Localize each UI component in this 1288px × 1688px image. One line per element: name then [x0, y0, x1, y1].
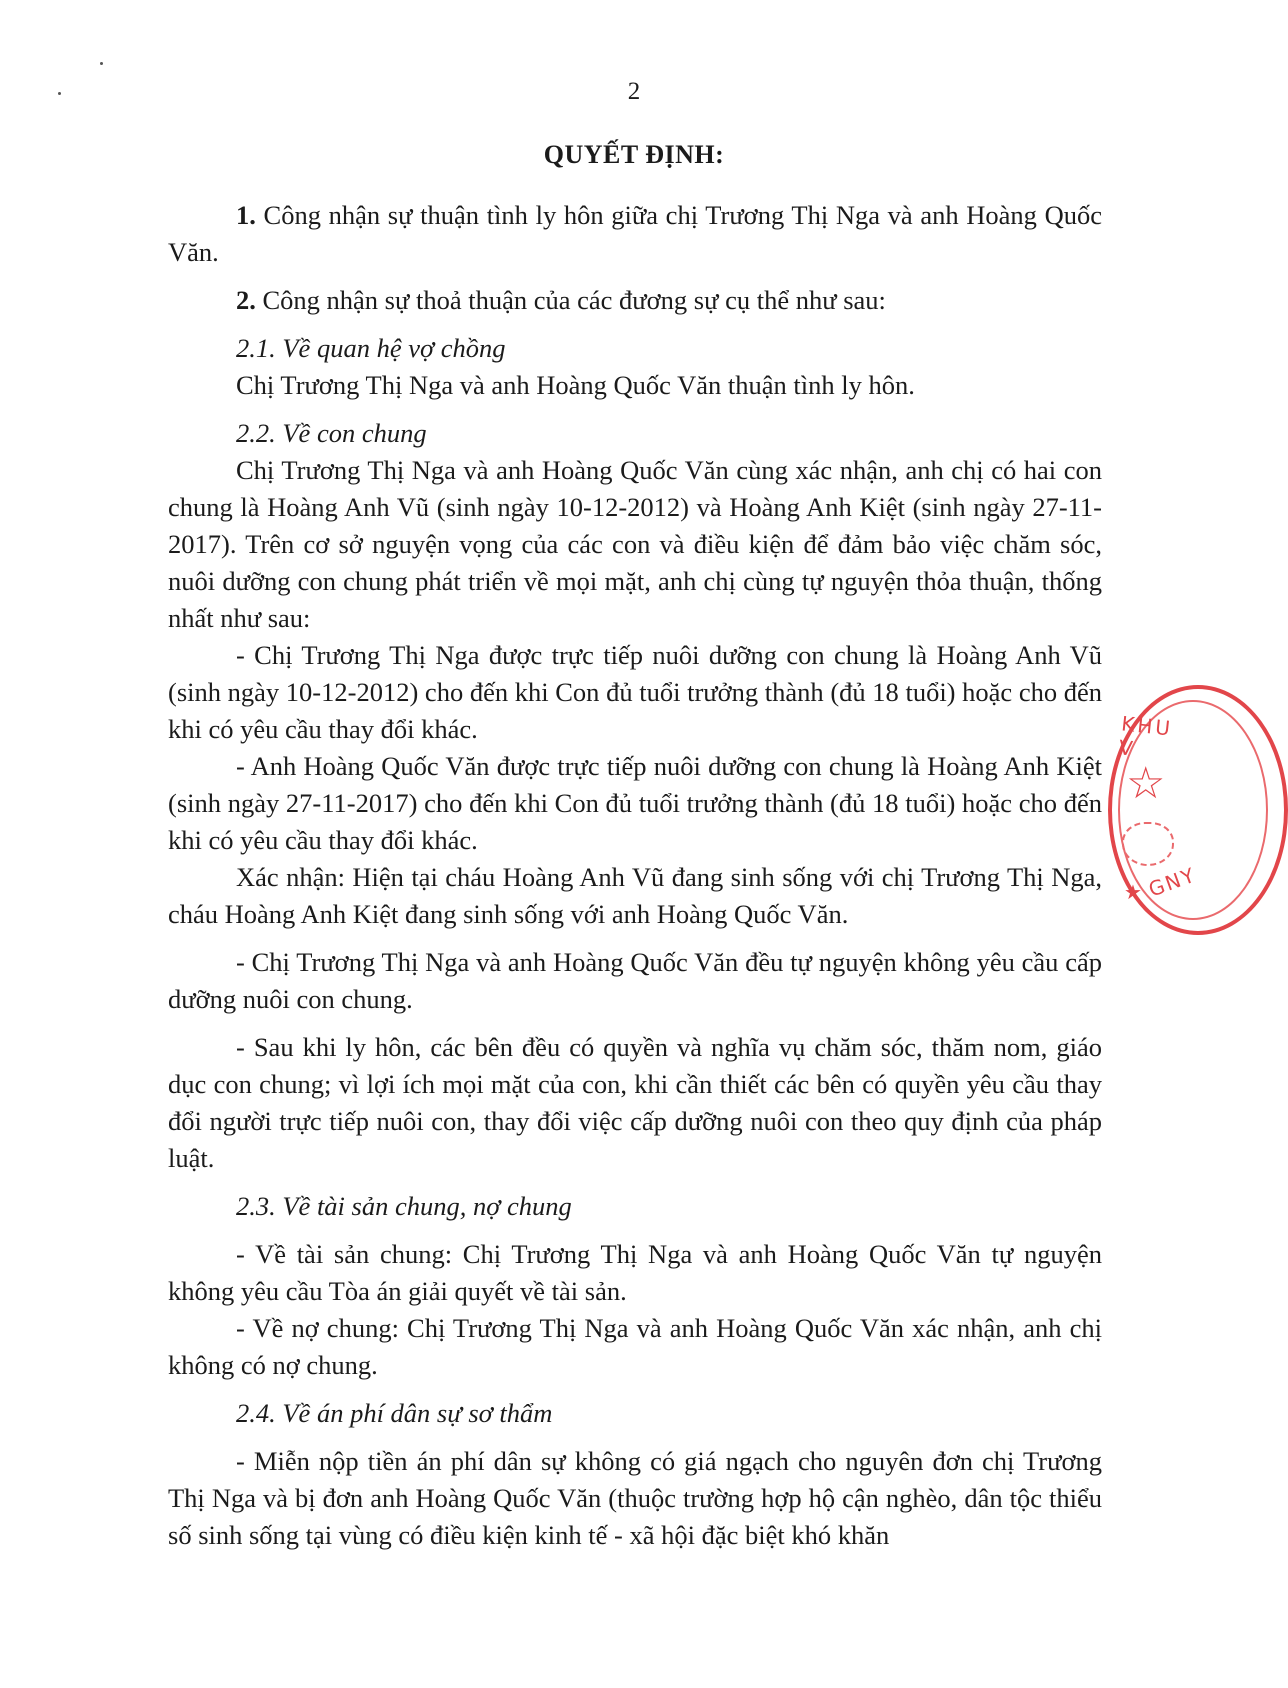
paragraph-debts: - Về nợ chung: Chị Trương Thị Nga và anh Hoàng Quốc Văn xác nhận, anh chị không có nợ chung. — [168, 1313, 1102, 1380]
section-heading-2-2: 2.2. Về con chung — [236, 418, 427, 448]
document-body — [168, 197, 1102, 1554]
paragraph-rights: - Sau khi ly hôn, các bên đều có quyền và nghĩa vụ chăm sóc, thăm nom, giáo dục con chung; vì lợi ích mọi mặt của con, khi cần thiết các bên có quyền yêu cầu thay đổi người trực tiếp nuôi con, thay đổi việc cấp dưỡng nuôi con theo quy định của pháp luật. — [168, 1032, 1102, 1173]
paragraph-1: 1. Công nhận sự thuận tình ly hôn giữa chị Trương Thị Nga và anh Hoàng Quốc Văn. — [168, 200, 1102, 267]
paragraph-2-1: Chị Trương Thị Nga và anh Hoàng Quốc Văn thuận tình ly hôn. — [236, 370, 915, 400]
paragraph-children: Chị Trương Thị Nga và anh Hoàng Quốc Văn cùng xác nhận, anh chị có hai con chung là Hoàng Anh Vũ (sinh ngày 10-12-2012) và Hoàng Anh Kiệt (sinh ngày 27-11-2017). Trên cơ sở nguyện vọng của các con và điều kiện để đảm bảo việc chăm sóc, nuôi dưỡng con chung phát triển về mọi mặt, anh chị cùng tự nguyện thỏa thuận, thống nhất như sau: — [168, 455, 1102, 633]
section-heading-2-4: 2.4. Về án phí dân sự sơ thẩm — [236, 1398, 553, 1428]
section-heading-2-1: 2.1. Về quan hệ vợ chồng — [236, 333, 506, 363]
paragraph-custody-father: - Anh Hoàng Quốc Văn được trực tiếp nuôi dưỡng con chung là Hoàng Anh Kiệt (sinh ngày 27-11-2017) cho đến khi Con đủ tuổi trưởng thành (đủ 18 tuổi) hoặc cho đến khi có yêu cầu thay đổi khác. — [168, 751, 1102, 855]
paragraph-support: - Chị Trương Thị Nga và anh Hoàng Quốc Văn đều tự nguyện không yêu cầu cấp dưỡng nuôi con chung. — [168, 947, 1102, 1014]
scan-speck — [100, 62, 103, 65]
stamp-star-icon: ☆ — [1126, 758, 1166, 809]
decision-heading: QUYẾT ĐỊNH: — [543, 140, 725, 169]
paragraph-2: 2. Công nhận sự thoả thuận của các đương sự cụ thể như sau: — [236, 285, 886, 315]
stamp-text-bottom: GNY — [1145, 862, 1200, 902]
page-number: 2 — [627, 78, 641, 105]
paragraph-court-fee: - Miễn nộp tiền án phí dân sự không có giá ngạch cho nguyên đơn chị Trương Thị Nga và bị đơn anh Hoàng Quốc Văn (thuộc trường hợp hộ cận nghèo, dân tộc thiểu số sinh sống tại vùng có điều kiện kinh tế - xã hội đặc biệt khó khăn — [168, 1446, 1102, 1550]
stamp-emblem-icon — [1122, 822, 1174, 866]
stamp-small-star-icon: ★ — [1124, 880, 1142, 904]
section-heading-2-3: 2.3. Về tài sản chung, nợ chung — [236, 1191, 572, 1221]
paragraph-custody-mother: - Chị Trương Thị Nga được trực tiếp nuôi dưỡng con chung là Hoàng Anh Vũ (sinh ngày 10-12-2012) cho đến khi Con đủ tuổi trưởng thành (đủ 18 tuổi) hoặc cho đến khi có yêu cầu thay đổi khác. — [168, 640, 1102, 744]
paragraph-confirmation: Xác nhận: Hiện tại cháu Hoàng Anh Vũ đang sinh sống với chị Trương Thị Nga, cháu Hoàng Anh Kiệt đang sinh sống với anh Hoàng Quốc Văn. — [168, 862, 1102, 929]
stamp-text-top: KHU V — [1117, 711, 1175, 761]
paragraph-assets: - Về tài sản chung: Chị Trương Thị Nga và anh Hoàng Quốc Văn tự nguyện không yêu cầu Tòa án giải quyết về tài sản. — [168, 1239, 1102, 1306]
